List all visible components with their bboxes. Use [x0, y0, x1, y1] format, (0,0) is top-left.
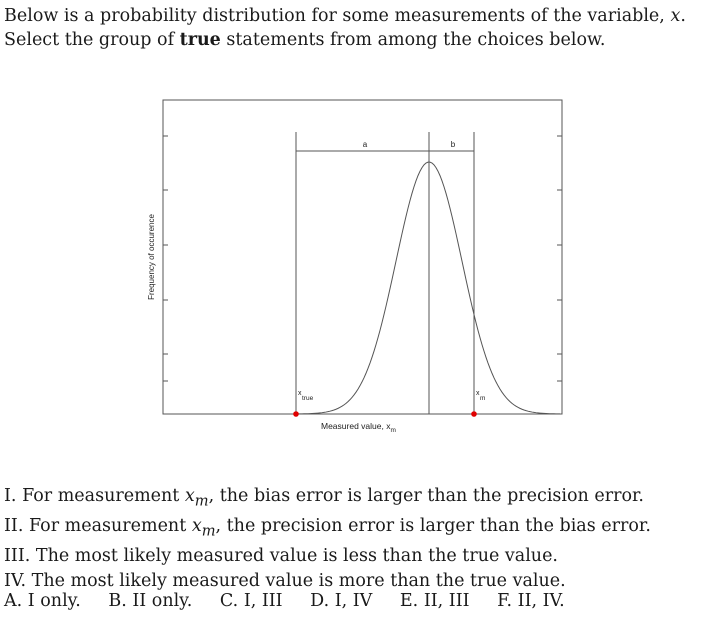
statement-var-sub: m: [201, 522, 216, 540]
question-tail: statements from among the choices below.: [226, 30, 606, 50]
statement-var-sub: m: [194, 492, 209, 510]
statement-numeral: I.: [4, 486, 17, 506]
statement-1: [4, 484, 708, 514]
answer-choices: [4, 589, 708, 613]
statement-suffix: , the precision error is larger than the bias error.: [215, 516, 651, 536]
choice-letter: E.: [399, 591, 419, 611]
choice-b[interactable]: [108, 591, 192, 611]
statement-3: [4, 544, 708, 569]
x-true-marker: [293, 411, 299, 417]
statement-prefix: For measurement: [22, 486, 180, 506]
statement-text: The most likely measured value is less than the true value.: [35, 546, 558, 566]
choice-letter: F.: [497, 591, 513, 611]
choice-letter: D.: [310, 591, 330, 611]
question-intro: Below is a probability distribution for some measurements of the variable,: [4, 6, 665, 26]
label-a: a: [362, 140, 368, 149]
x-m-label-main: x: [476, 390, 480, 397]
x-true-label-main: x: [298, 390, 302, 397]
choice-text: I, III: [243, 591, 283, 611]
choice-letter: A.: [4, 591, 23, 611]
statement-numeral: IV.: [4, 570, 27, 591]
statement-prefix: For measurement: [28, 516, 187, 536]
question-variable: x: [670, 6, 681, 26]
distribution-figure: [0, 90, 710, 450]
statement-2: [4, 514, 708, 544]
choice-d[interactable]: [310, 591, 372, 611]
choice-text: I, IV: [334, 591, 373, 611]
x-axis-label-sub: m: [390, 427, 396, 434]
choice-letter: C.: [219, 591, 239, 611]
y-axis-label: Frequency of occurence: [147, 214, 156, 300]
choice-text: II, III: [423, 591, 470, 611]
choice-text: I only.: [27, 591, 81, 611]
choice-text: II only.: [132, 591, 193, 611]
choice-e[interactable]: [400, 591, 470, 611]
x-axis-label: [321, 421, 396, 434]
statement-var-main: x: [184, 486, 195, 506]
statement-list: [4, 484, 708, 593]
x-true-label-sub: true: [302, 395, 314, 402]
label-b: b: [450, 140, 456, 149]
x-m-label-sub: m: [480, 395, 486, 402]
choice-c[interactable]: [220, 591, 283, 611]
x-axis-label-prefix: Measured value, x: [321, 421, 391, 431]
choice-f[interactable]: [497, 591, 565, 611]
statement-var: [191, 516, 216, 540]
question-select: . Select the group of: [4, 6, 686, 50]
statement-text: The most likely measured value is more than the true value.: [31, 570, 566, 591]
distribution-curve: [252, 162, 560, 414]
plot-ticks: [163, 136, 562, 381]
question-text: [4, 4, 708, 52]
distribution-plot: [0, 90, 710, 450]
choice-text: II, IV.: [517, 591, 565, 611]
x-m-marker: [471, 411, 477, 417]
statement-var-main: x: [191, 516, 202, 536]
statement-numeral: II.: [4, 516, 24, 536]
statement-suffix: , the bias error is larger than the precision error.: [208, 486, 644, 506]
choice-a[interactable]: [4, 591, 81, 611]
statement-var: [184, 486, 209, 510]
question-emphasis: true: [179, 30, 221, 50]
statement-numeral: III.: [4, 546, 31, 566]
choice-letter: B.: [108, 591, 127, 611]
